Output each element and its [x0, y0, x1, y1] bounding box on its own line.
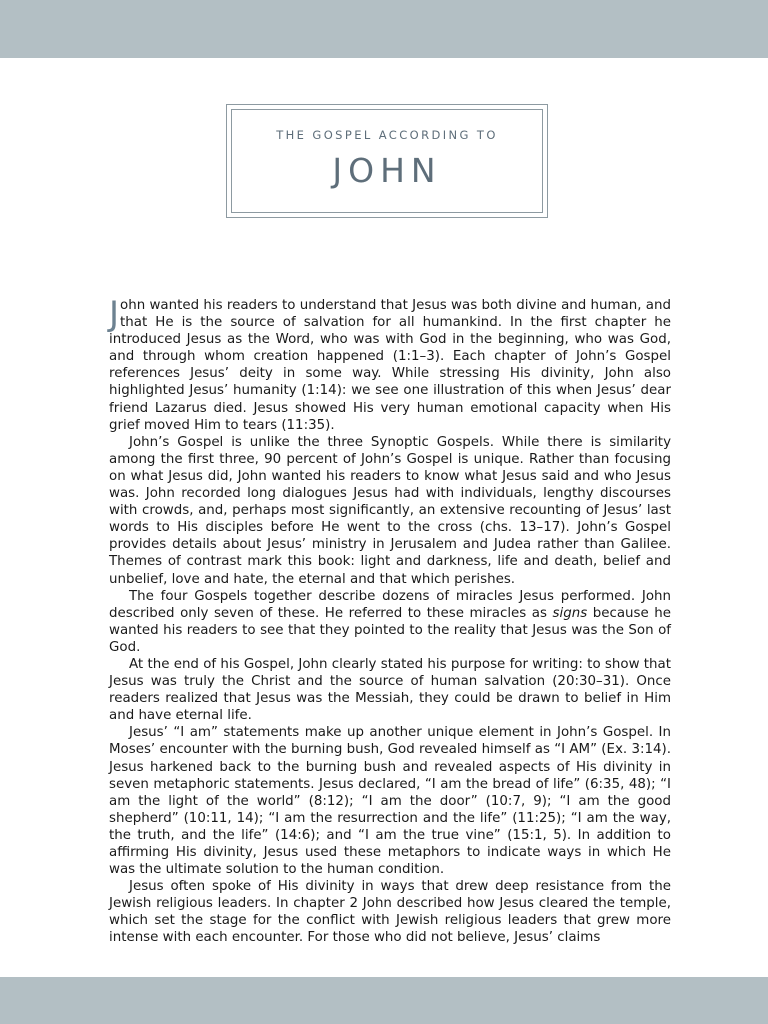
paragraph-5: Jesus’ “I am” statements make up another unique element in John’s Gospel. In Moses’ encounter with the burning bush, God revealed himself as “I AM” (Ex. 3:14). Jesus harkened back to the burning bush and revealed aspects of His divinity in seven metaphoric statements. Jesus declared, “I am the bread of life” (6:35, 48); “I am the light of the world” (8:12); “I am the door” (10:7, 9); “I am the good shepherd” (10:11, 14); “I am the resurrection and the life” (11:25); “I am the way, the truth, and the life” (14:6); and “I am the true vine” (15:1, 5). In addition to affirming His divinity, Jesus used these metaphors to indicate ways in which He was the ultimate solution to the human condition.: [109, 725, 671, 878]
drop-cap: J: [109, 294, 120, 334]
top-band: [0, 0, 768, 58]
paragraph-3-italic: signs: [552, 605, 588, 621]
paragraph-2: John’s Gospel is unlike the three Synoptic Gospels. While there is similarity among the first three, 90 percent of John’s Gospel is unique. Rather than focusing on what Jesus did, John wanted his readers to know what Jesus said and who Jesus was. John recorded long dialogues Jesus had with individuals, lengthy discourses with crowds, and, perhaps most significantly, an extensive recounting of Jesus’ last words to His disciples before He went to the cross (chs. 13–17). John’s Gospel provides details about Jesus’ ministry in Jerusalem and Judea rather than Galilee. Themes of contrast mark this book: light and darkness, life and death, belief and unbelief, love and hate, the eternal and that which perishes.: [109, 434, 671, 587]
book-kicker: THE GOSPEL ACCORDING TO: [276, 128, 498, 142]
paragraph-1: [109, 294, 671, 434]
paragraph-1-text: ohn wanted his readers to understand that Jesus was both divine and human, and that He is the source of salvation for all humankind. In the first chapter he introduced Jesus as the Word, who was with God in the beginning, who was God, and through whom creation happened (1:1–3). Each chapter of John’s Gospel references Jesus’ deity in some way. While stressing His divinity, John also highlighted Jesus’ humanity (1:14): we see one illustration of this when Jesus’ dear friend Lazarus died. Jesus showed His very human emotional capacity when His grief moved Him to tears (11:35).: [109, 298, 671, 433]
paragraph-3-before: The four Gospels together describe dozens of miracles Jesus performed. John described only seven of these. He referred to these miracles as: [109, 588, 671, 621]
paragraph-6: Jesus often spoke of His divinity in ways that drew deep resistance from the Jewish religious leaders. In chapter 2 John described how Jesus cleared the temple, which set the stage for the conflict with Jewish religious leaders that grew more intense with each encounter. For those who did not believe, Jesus’ claims: [109, 879, 671, 946]
book-title: JOHN: [332, 151, 442, 190]
title-box: [226, 104, 548, 218]
introduction-text: [109, 294, 671, 947]
bottom-band: [0, 977, 768, 1024]
paragraph-4: At the end of his Gospel, John clearly stated his purpose for writing: to show that Jesus was truly the Christ and the source of human salvation (20:30–31). Once readers realized that Jesus was the Messiah, they could be drawn to belief in Him and have eternal life.: [109, 656, 671, 724]
paragraph-3: [109, 588, 671, 656]
paragraph-3-after: because he wanted his readers to see that they pointed to the reality that Jesus was the Son of God.: [109, 605, 671, 655]
